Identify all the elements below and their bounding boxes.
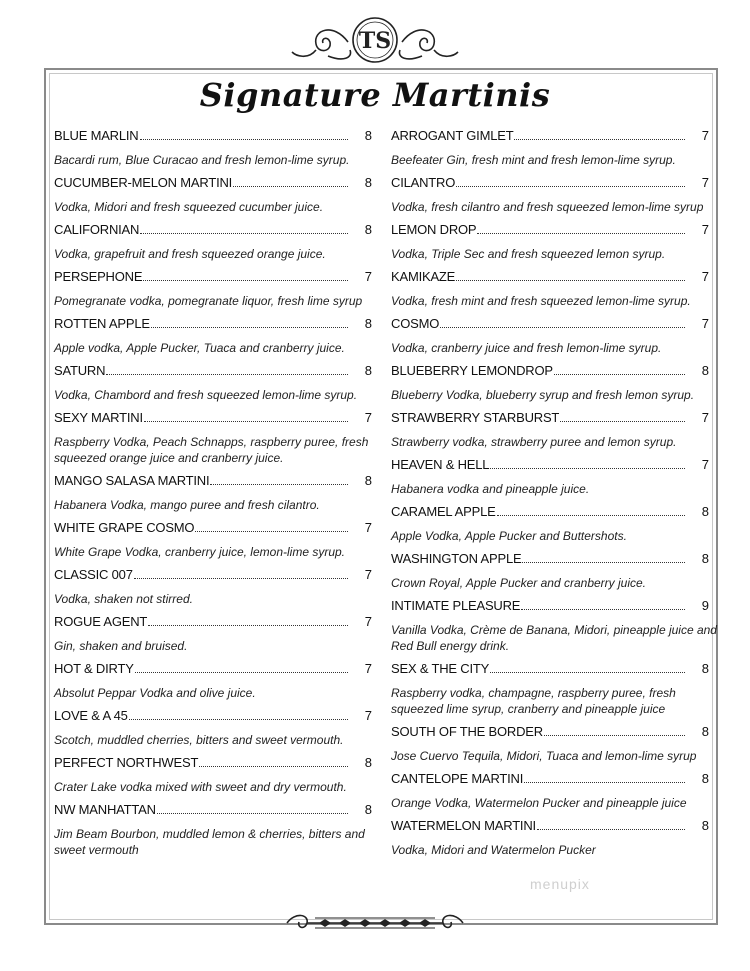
- item-description: White Grape Vodka, cranberry juice, lemon-lime syrup.: [54, 545, 345, 559]
- item-name: SEX & THE CITY: [391, 661, 490, 676]
- item-description: Jose Cuervo Tequila, Midori, Tuaca and lemon-lime syrup: [391, 749, 697, 763]
- item-name: BLUEBERRY LEMONDROP: [391, 363, 553, 378]
- item-name: WHITE GRAPE COSMO: [54, 520, 195, 535]
- menu-item-blueberry-lemondrop: [391, 363, 709, 403]
- item-price: 8: [364, 128, 372, 143]
- item-price: 7: [364, 567, 372, 582]
- item-price: 8: [701, 771, 709, 786]
- item-price: 7: [701, 175, 709, 190]
- menu-item-sexy-martini: [54, 410, 372, 466]
- dot-leader: [554, 374, 685, 375]
- menu-item-californian: [54, 222, 372, 262]
- item-price: 8: [701, 551, 709, 566]
- item-name: PERSEPHONE: [54, 269, 143, 284]
- dot-leader: [210, 484, 348, 485]
- dot-leader: [106, 374, 348, 375]
- dot-leader: [233, 186, 348, 187]
- item-description: Beefeater Gin, fresh mint and fresh lemon-lime syrup.: [391, 153, 676, 167]
- dot-leader: [490, 468, 685, 469]
- item-price: 8: [701, 818, 709, 833]
- menu-item-sex-and-the-city: [391, 661, 709, 717]
- item-price: 8: [364, 363, 372, 378]
- item-description: Vodka, Chambord and fresh squeezed lemon-lime syrup.: [54, 388, 358, 402]
- dot-leader: [199, 766, 348, 767]
- watermark: menupix: [530, 876, 590, 892]
- item-name: CANTELOPE MARTINI: [391, 771, 524, 786]
- item-description: Vodka, Triple Sec and fresh squeezed lemon syrup.: [391, 247, 666, 261]
- item-name: INTIMATE PLEASURE: [391, 598, 521, 613]
- menu-item-mango-salasa-martini: [54, 473, 372, 513]
- item-name: ROGUE AGENT: [54, 614, 148, 629]
- item-description: Strawberry vodka, strawberry puree and lemon syrup.: [391, 435, 677, 449]
- item-name: SATURN: [54, 363, 106, 378]
- item-description: Absolut Peppar Vodka and olive juice.: [54, 686, 256, 700]
- dot-leader: [195, 531, 348, 532]
- item-description: Apple vodka, Apple Pucker, Tuaca and cranberry juice.: [54, 341, 345, 355]
- item-description: Bacardi rum, Blue Curacao and fresh lemon-lime syrup.: [54, 153, 350, 167]
- dot-leader: [521, 609, 685, 610]
- item-price: 8: [364, 802, 372, 817]
- menu-item-lemon-drop: [391, 222, 709, 262]
- dot-leader: [456, 186, 685, 187]
- menu-item-hot-and-dirty: [54, 661, 372, 701]
- item-price: 8: [364, 222, 372, 237]
- item-name: CILANTRO: [391, 175, 456, 190]
- item-price: 9: [701, 598, 709, 613]
- dot-leader: [522, 562, 685, 563]
- menu-item-white-grape-cosmo: [54, 520, 372, 560]
- item-price: 7: [364, 410, 372, 425]
- item-description: Pomegranate vodka, pomegranate liquor, fresh lime syrup: [54, 294, 363, 308]
- item-name: LEMON DROP: [391, 222, 477, 237]
- item-name: CUCUMBER-MELON MARTINI: [54, 175, 233, 190]
- item-description: Gin, shaken and bruised.: [54, 639, 188, 653]
- item-name: BLUE MARLIN: [54, 128, 139, 143]
- item-name: HOT & DIRTY: [54, 661, 134, 676]
- item-name: HEAVEN & HELL: [391, 457, 490, 472]
- item-description: Vodka, fresh cilantro and fresh squeezed lemon-lime syrup: [391, 200, 704, 214]
- menu-item-saturn: [54, 363, 372, 403]
- monogram-text: TS: [358, 28, 392, 54]
- item-name: NW MANHATTAN: [54, 802, 156, 817]
- menu-item-cantelope-martini: [391, 771, 709, 811]
- item-name: CLASSIC 007: [54, 567, 133, 582]
- item-price: 7: [701, 316, 709, 331]
- item-name: WATERMELON MARTINI: [391, 818, 536, 833]
- item-name: ARROGANT GIMLET: [391, 128, 514, 143]
- item-description: Crater Lake vodka mixed with sweet and dry vermouth.: [54, 780, 347, 794]
- dot-leader: [143, 280, 348, 281]
- menu-item-rotten-apple: [54, 316, 372, 356]
- item-name: SOUTH OF THE BORDER: [391, 724, 543, 739]
- item-description: Vanilla Vodka, Crème de Banana, Midori, pineapple juice and Red Bull energy drink.: [391, 623, 717, 653]
- item-price: 8: [364, 316, 372, 331]
- item-name: MANGO SALASA MARTINI: [54, 473, 210, 488]
- item-name: ROTTEN APPLE: [54, 316, 150, 331]
- page-title: Signature Martinis: [199, 76, 551, 114]
- dot-leader: [135, 672, 348, 673]
- item-name: LOVE & A 45: [54, 708, 128, 723]
- item-price: 7: [364, 520, 372, 535]
- dot-leader: [560, 421, 685, 422]
- dot-leader: [148, 625, 348, 626]
- item-description: Raspberry vodka, champagne, raspberry puree, fresh squeezed lime syrup, cranberry and pineapple juice: [391, 686, 676, 716]
- item-price: 7: [364, 269, 372, 284]
- item-name: STRAWBERRY STARBURST: [391, 410, 560, 425]
- dot-leader: [456, 280, 685, 281]
- menu-item-washington-apple: [391, 551, 709, 591]
- item-name: CARAMEL APPLE: [391, 504, 496, 519]
- menu-item-arrogant-gimlet: [391, 128, 709, 168]
- dot-leader: [157, 813, 348, 814]
- bottom-ornament: [285, 908, 465, 938]
- item-price: 8: [364, 175, 372, 190]
- item-price: 8: [701, 724, 709, 739]
- dot-leader: [151, 327, 348, 328]
- item-price: 8: [701, 363, 709, 378]
- left-column: [54, 128, 372, 865]
- item-description: Orange Vodka, Watermelon Pucker and pineapple juice: [391, 796, 687, 810]
- dot-leader: [497, 515, 685, 516]
- item-description: Vodka, Midori and Watermelon Pucker: [391, 843, 596, 857]
- dot-leader: [490, 672, 685, 673]
- monogram-ornament: [288, 12, 462, 70]
- item-name: KAMIKAZE: [391, 269, 456, 284]
- dot-leader: [477, 233, 685, 234]
- menu-item-strawberry-starburst: [391, 410, 709, 450]
- menu-item-persephone: [54, 269, 372, 309]
- item-description: Jim Beam Bourbon, muddled lemon & cherries, bitters and sweet vermouth: [54, 827, 365, 857]
- item-price: 7: [701, 128, 709, 143]
- item-description: Vodka, fresh mint and fresh squeezed lemon-lime syrup.: [391, 294, 691, 308]
- item-price: 7: [364, 614, 372, 629]
- dot-leader: [134, 578, 348, 579]
- item-price: 7: [701, 269, 709, 284]
- item-price: 8: [364, 473, 372, 488]
- item-description: Crown Royal, Apple Pucker and cranberry juice.: [391, 576, 647, 590]
- item-name: COSMO: [391, 316, 440, 331]
- item-price: 7: [701, 222, 709, 237]
- menu-item-kamikaze: [391, 269, 709, 309]
- menu-item-caramel-apple: [391, 504, 709, 544]
- item-description: Raspberry Vodka, Peach Schnapps, raspberry puree, fresh squeezed orange juice and cranberry juice.: [54, 435, 369, 465]
- dot-leader: [440, 327, 685, 328]
- menu-item-cilantro: [391, 175, 709, 215]
- item-description: Habanera vodka and pineapple juice.: [391, 482, 590, 496]
- item-description: Vodka, Midori and fresh squeezed cucumber juice.: [54, 200, 324, 214]
- dot-leader: [514, 139, 685, 140]
- item-price: 7: [701, 457, 709, 472]
- menu-item-love-and-a-45: [54, 708, 372, 748]
- menu-item-classic-007: [54, 567, 372, 607]
- menu-item-perfect-northwest: [54, 755, 372, 795]
- item-price: 8: [701, 504, 709, 519]
- item-name: SEXY MARTINI: [54, 410, 143, 425]
- menu-item-cucumber-melon-martini: [54, 175, 372, 215]
- menu-item-intimate-pleasure: [391, 598, 717, 654]
- item-name: CALIFORNIAN: [54, 222, 140, 237]
- dot-leader: [144, 421, 348, 422]
- menu-item-heaven-and-hell: [391, 457, 709, 497]
- item-description: Vodka, shaken not stirred.: [54, 592, 193, 606]
- right-column: [391, 128, 717, 865]
- item-description: Scotch, muddled cherries, bitters and sweet vermouth.: [54, 733, 344, 747]
- dot-leader: [544, 735, 685, 736]
- menu-item-south-of-the-border: [391, 724, 709, 764]
- item-price: 7: [364, 661, 372, 676]
- item-description: Apple Vodka, Apple Pucker and Buttershots.: [391, 529, 627, 543]
- item-name: WASHINGTON APPLE: [391, 551, 522, 566]
- dot-leader: [140, 233, 348, 234]
- dot-leader: [140, 139, 349, 140]
- menu-item-rogue-agent: [54, 614, 372, 654]
- menu-item-nw-manhattan: [54, 802, 372, 858]
- item-price: 8: [364, 755, 372, 770]
- menu-item-blue-marlin: [54, 128, 372, 168]
- item-description: Vodka, grapefruit and fresh squeezed orange juice.: [54, 247, 326, 261]
- dot-leader: [524, 782, 685, 783]
- item-description: Vodka, cranberry juice and fresh lemon-lime syrup.: [391, 341, 662, 355]
- item-price: 8: [701, 661, 709, 676]
- item-name: PERFECT NORTHWEST: [54, 755, 199, 770]
- dot-leader: [537, 829, 685, 830]
- item-price: 7: [364, 708, 372, 723]
- menu-item-watermelon-martini: [391, 818, 709, 858]
- item-description: Blueberry Vodka, blueberry syrup and fresh lemon syrup.: [391, 388, 695, 402]
- dot-leader: [129, 719, 348, 720]
- menu-item-cosmo: [391, 316, 709, 356]
- item-description: Habanera Vodka, mango puree and fresh cilantro.: [54, 498, 320, 512]
- item-price: 7: [701, 410, 709, 425]
